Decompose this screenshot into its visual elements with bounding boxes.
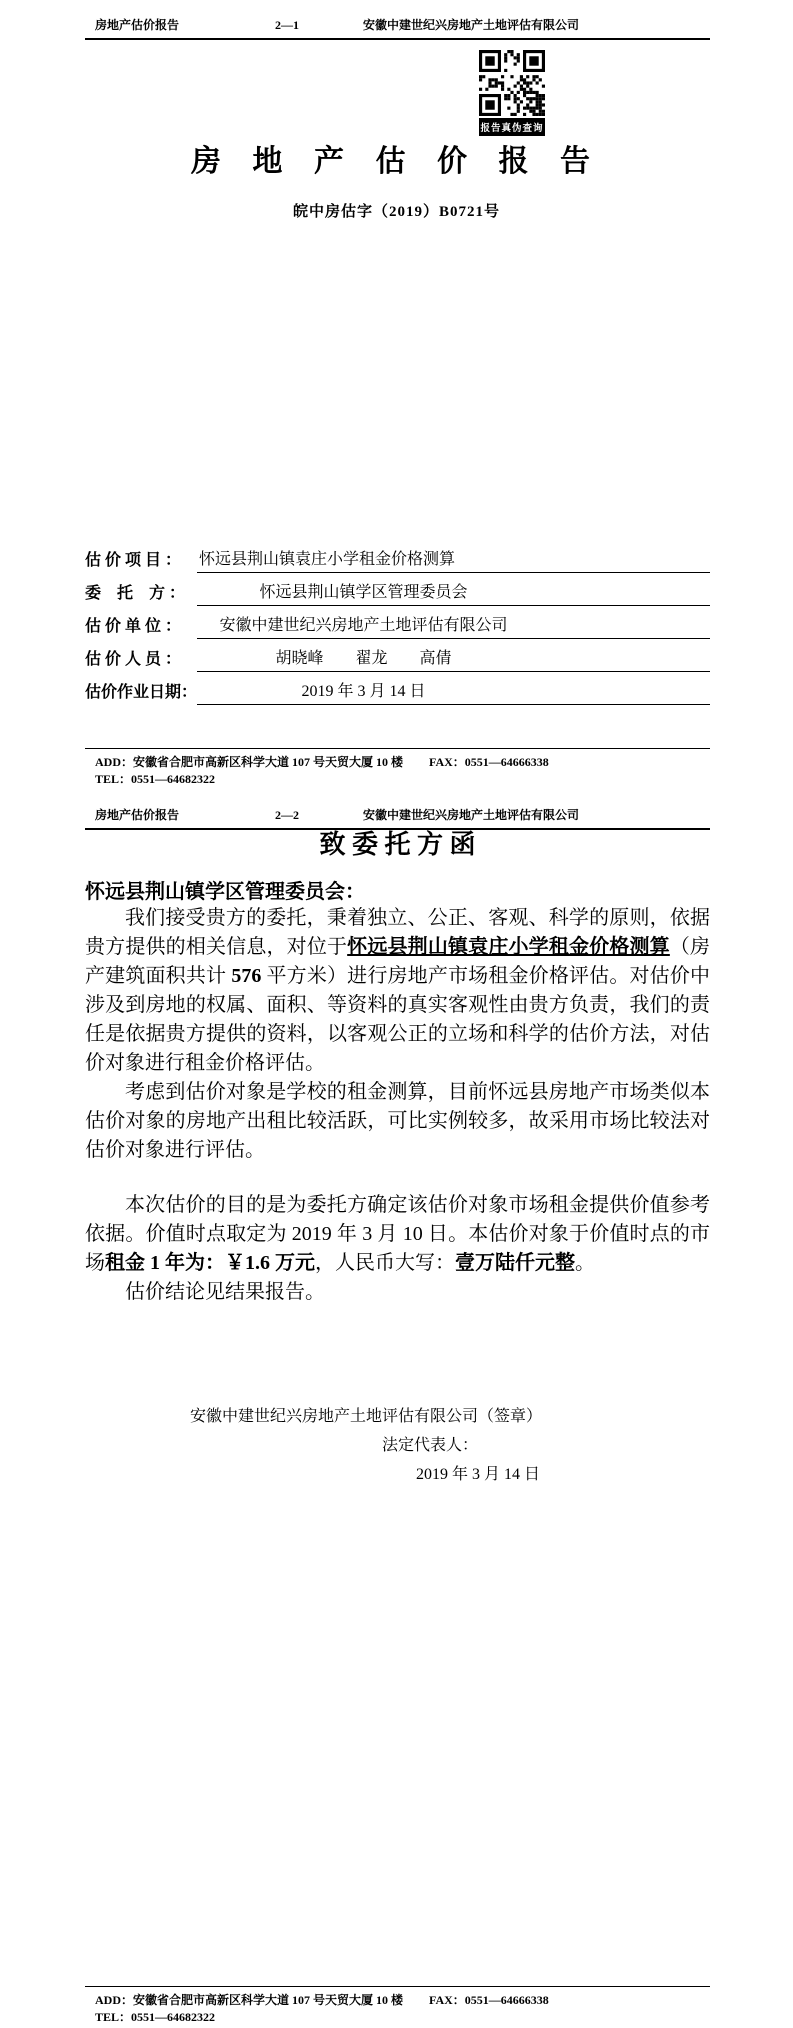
signature-legal-rep: 法定代表人： <box>381 1437 478 1454</box>
field-label: 估 价 项 目 ： <box>85 552 182 569</box>
page-footer <box>85 1986 710 2026</box>
paragraph-method: 考虑到估价对象是学校的租金测算，目前怀远县房地产市场类似本估价对象的房地产出租比较活跃，可比实例较多，故采用市场比较法对估价对象进行评估。 <box>85 1081 710 1161</box>
field-label: 委 托 方 ： <box>85 585 186 602</box>
field-label: 估价作业日期： <box>85 684 198 701</box>
paragraph-closing: 估价结论见结果报告。 <box>125 1281 325 1303</box>
report-title: 房 地 产 估 价 报 告 <box>191 145 602 178</box>
page-footer <box>85 748 710 788</box>
field-row-client <box>85 573 710 606</box>
qr-caption: 报告真伪查询 <box>479 118 545 136</box>
header-company-name: 安徽中建世纪兴房地产土地评估有限公司 <box>363 808 580 822</box>
qr-code-icon <box>479 50 545 116</box>
footer-tel: TEL：0551—64682322 <box>95 2010 216 2024</box>
footer-fax: FAX：0551—64666338 <box>429 755 549 769</box>
footer-fax: FAX：0551—64666338 <box>429 1993 549 2007</box>
signature-company: 安徽中建世纪兴房地产土地评估有限公司（签章） <box>189 1408 542 1425</box>
header-page-number: 2—1 <box>275 18 299 32</box>
signature-date: 2019 年 3 月 14 日 <box>415 1466 540 1483</box>
field-value: 怀远县荆山镇袁庄小学租金价格测算 <box>197 546 710 573</box>
field-value: 安徽中建世纪兴房地产土地评估有限公司 <box>197 612 710 639</box>
field-row-project <box>85 540 710 573</box>
field-row-date <box>85 672 710 705</box>
signature-block <box>85 1402 710 1489</box>
field-row-appraiser-org <box>85 606 710 639</box>
letter-title: 致 委 托 方 函 <box>319 830 476 859</box>
paragraph-value-conclusion: 本次估价的目的是为委托方确定该估价对象市场租金提供价值参考依据。价值时点取定为 2019 年 3 月 10 日。本估价对象于价值时点的市场租金 1 年为：￥1.6 万元，人民币大写：壹万陆仟元整。 <box>85 1194 710 1274</box>
field-row-appraisers <box>85 639 710 672</box>
paragraph-engagement: 我们接受贵方的委托，秉着独立、公正、客观、科学的原则，依据贵方提供的相关信息，对位于怀远县荆山镇袁庄小学租金价格测算（房产建筑面积共计 576 平方米）进行房地产市场租金价格评估。对估价中涉及到房地的权属、面积、等资料的真实客观性由贵方负责，我们的责任是依据贵方提供的资料，以客观公正的立场和科学的估价方法，对估价对象进行租金价格评估。 <box>85 907 711 1074</box>
report-number: 皖中房估字（2019）B0721号 <box>292 204 500 220</box>
letter-salutation: 怀远县荆山镇学区管理委员会： <box>85 881 365 903</box>
footer-address: ADD：安徽省合肥市高新区科学大道 107 号天贸大厦 10 楼 <box>95 1993 403 2007</box>
report-cover-page <box>0 0 793 790</box>
field-value: 怀远县荆山镇学区管理委员会 <box>197 579 710 606</box>
header-doc-title: 房地产估价报告 <box>95 18 180 32</box>
footer-address: ADD：安徽省合肥市高新区科学大道 107 号天贸大厦 10 楼 <box>95 755 403 769</box>
field-label: 估 价 人 员 ： <box>85 651 182 668</box>
header-company-name: 安徽中建世纪兴房地产土地评估有限公司 <box>363 18 580 32</box>
cover-fields <box>85 540 710 705</box>
page-header <box>85 16 710 40</box>
header-doc-title: 房地产估价报告 <box>95 808 180 822</box>
qr-verification-block <box>479 50 545 136</box>
field-label: 估 价 单 位 ： <box>85 618 182 635</box>
field-value: 2019 年 3 月 14 日 <box>197 678 710 705</box>
letter-content <box>85 820 710 1489</box>
footer-tel: TEL：0551—64682322 <box>95 772 216 786</box>
field-value: 胡晓峰 翟龙 高倩 <box>197 645 710 672</box>
header-page-number: 2—2 <box>275 808 299 822</box>
letter-to-client-page <box>0 790 793 2028</box>
